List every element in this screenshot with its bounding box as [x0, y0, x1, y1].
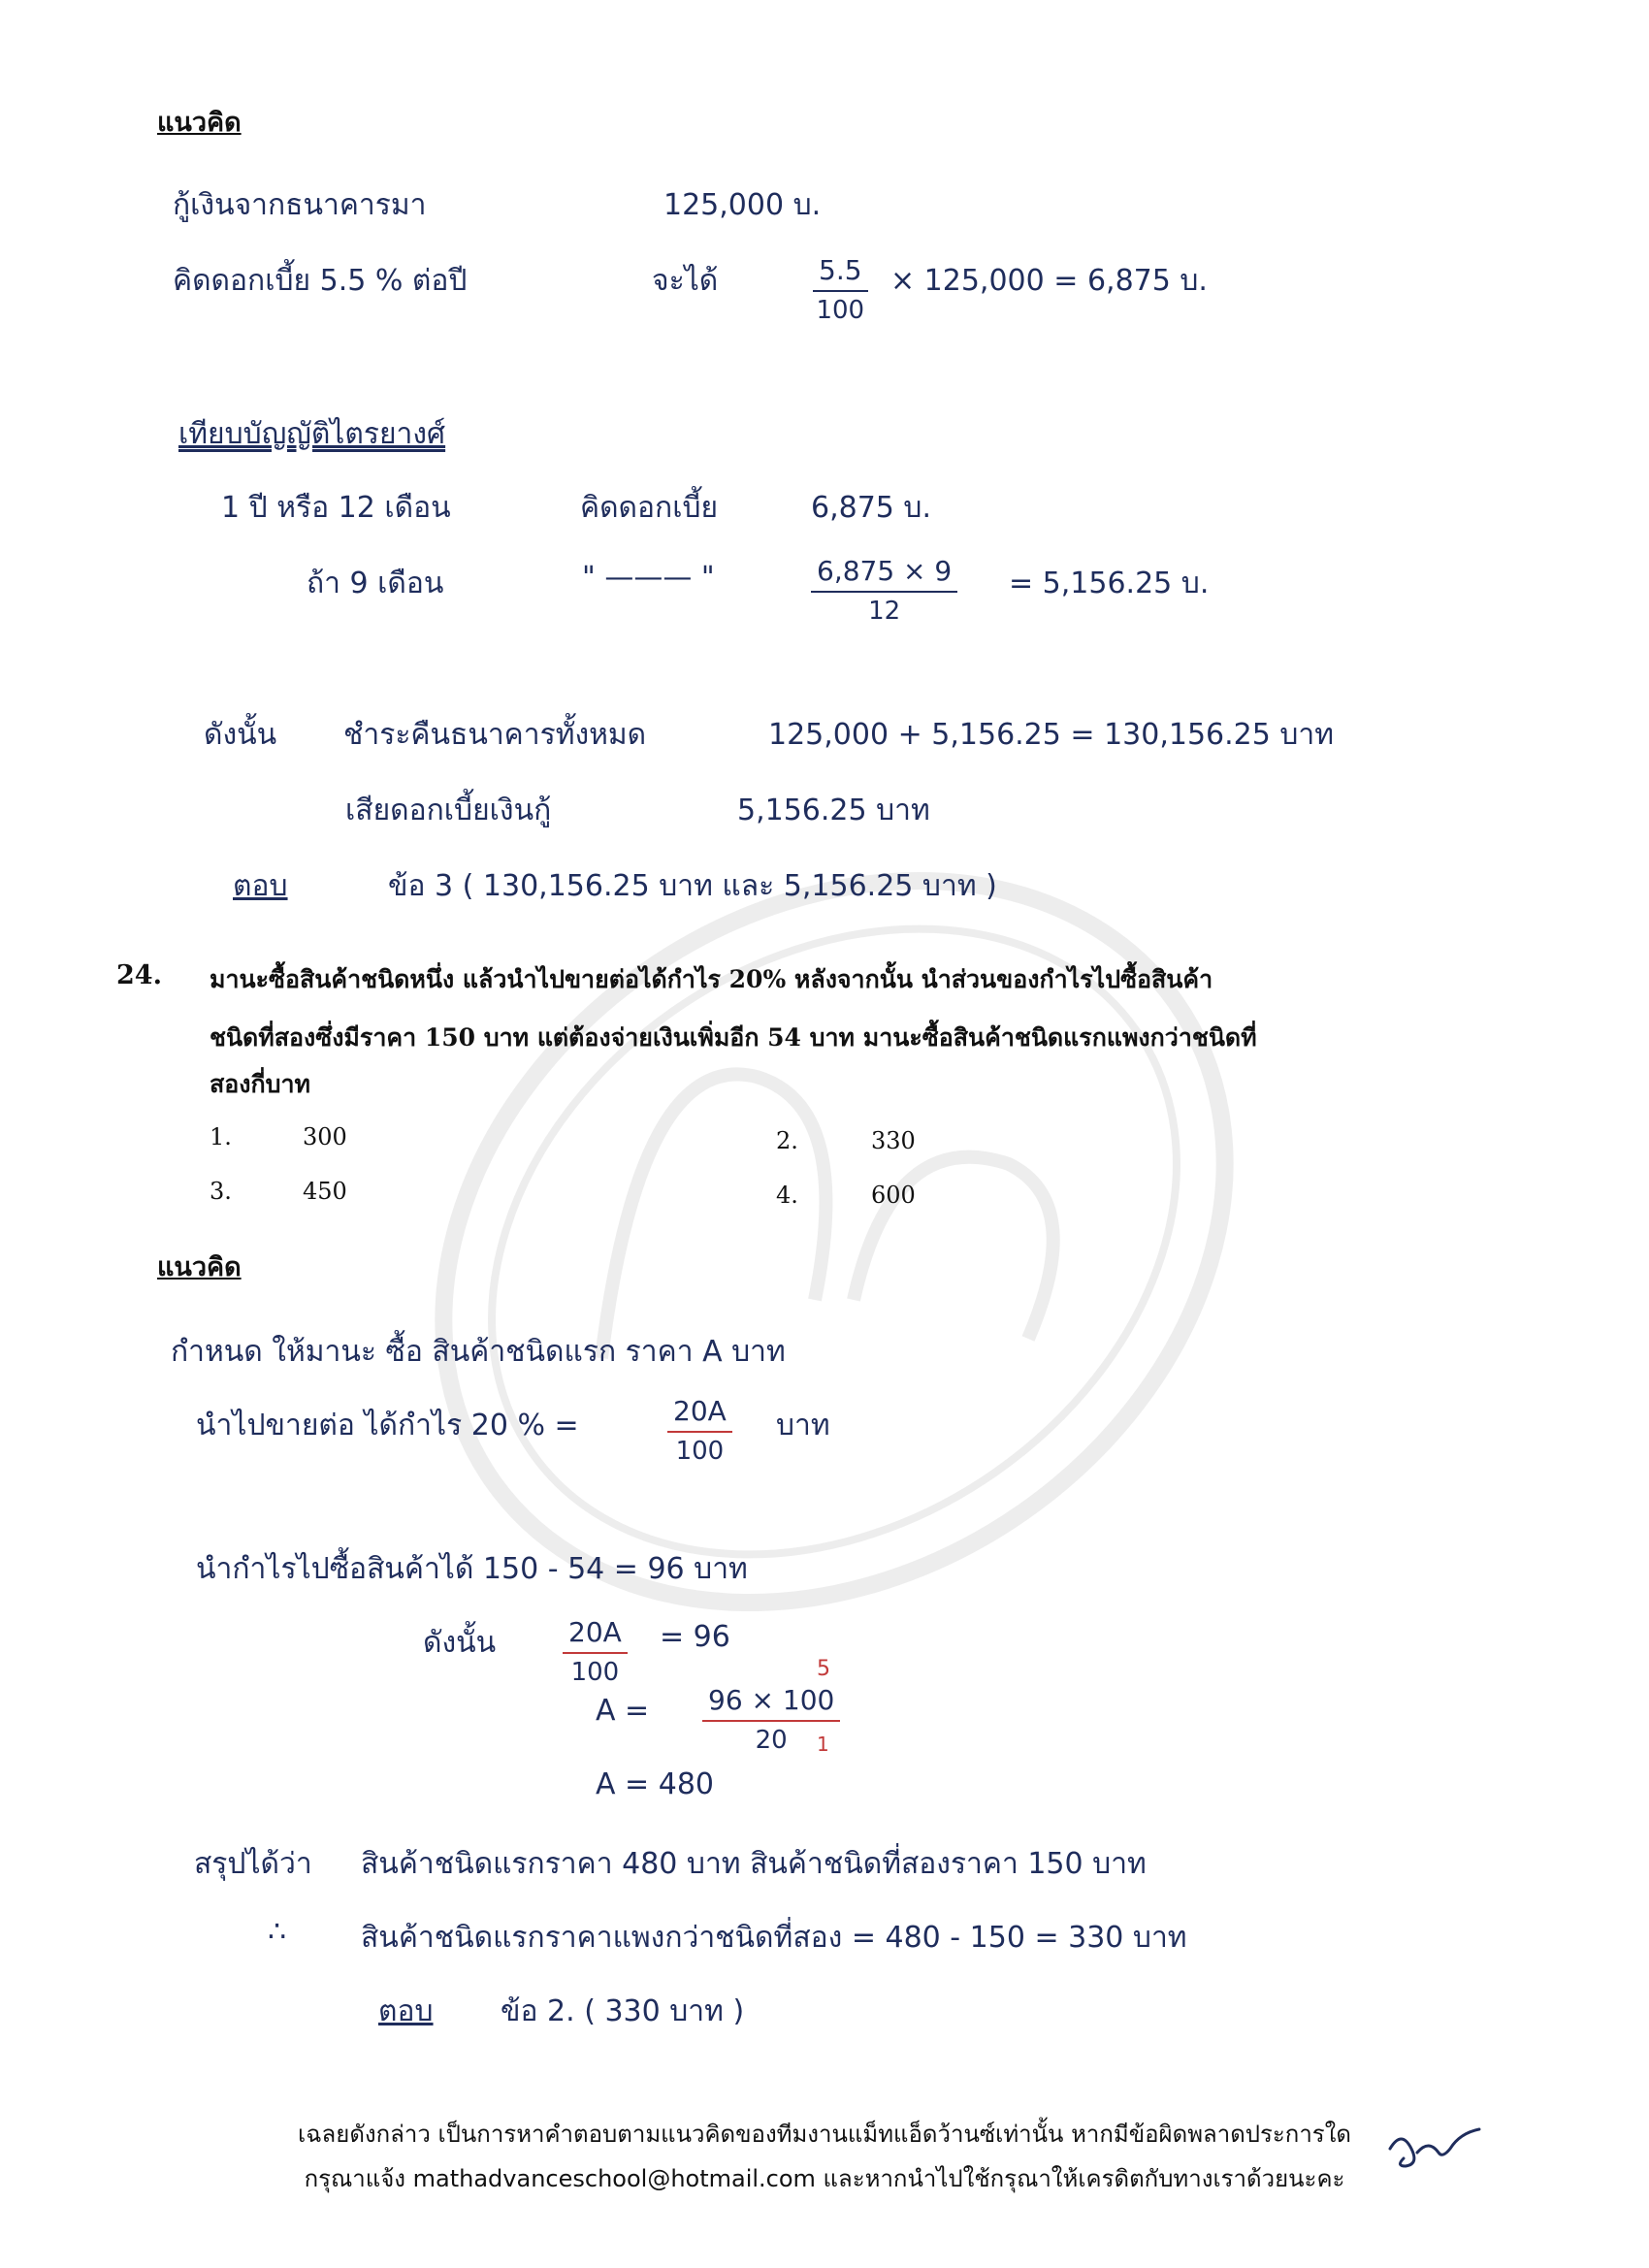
fraction-numerator: 5.5	[813, 254, 868, 292]
fraction-numerator: 20A	[563, 1616, 628, 1654]
define-line: กำหนด ให้มานะ ซื้อ สินค้าชนิดแรก ราคา A บาท	[171, 1335, 786, 1369]
choice-1-number: 1.	[210, 1123, 232, 1150]
fraction-denominator: 100	[816, 296, 865, 325]
loan-label: กู้เงินจากธนาคารมา	[173, 188, 427, 222]
answer-text: ข้อ 3 ( 130,156.25 บาท และ 5,156.25 บาท )	[388, 869, 997, 903]
footer-line-2: กรุณาแจ้ง mathadvanceschool@hotmail.com และหากนำไปใช้กรุณาให้เครดิตกับทางเราด้วยนะคะ	[304, 2165, 1345, 2192]
equation-1-fraction	[563, 1616, 628, 1687]
cancel-mark-top: 5	[817, 1657, 830, 1681]
signature	[1382, 2120, 1489, 2178]
total-repay-calc: 125,000 + 5,156.25 = 130,156.25 บาท	[768, 718, 1335, 752]
year-interest-value: 6,875 บ.	[811, 491, 931, 525]
choice-3-number: 3.	[210, 1178, 232, 1205]
sell-unit: บาท	[776, 1409, 830, 1442]
ditto-mark: " ——— "	[582, 561, 715, 595]
choice-2-number: 2.	[776, 1127, 798, 1154]
nine-month-label: ถ้า 9 เดือน	[307, 567, 444, 600]
buy-line: นำกำไรไปซื้อสินค้าได้ 150 - 54 = 96 บาท	[196, 1552, 748, 1586]
question-number: 24.	[116, 960, 162, 990]
fraction-denominator: 100	[675, 1437, 725, 1466]
question-line-3: สองกี่บาท	[210, 1070, 311, 1098]
fraction-numerator: 6,875 × 9	[811, 555, 957, 593]
nine-month-fraction	[811, 555, 957, 626]
question-line-2: ชนิดที่สองซึ่งมีราคา 150 บาท แต่ต้องจ่ายเงินเพิ่มอีก 54 บาท มานะซื้อสินค้าชนิดแรกแพงกว่าชนิดที่	[210, 1023, 1257, 1052]
nine-month-result: = 5,156.25 บ.	[1009, 567, 1210, 600]
summary-label: สรุปได้ว่า	[194, 1847, 312, 1881]
therefore-symbol: ∴	[268, 1915, 287, 1949]
choice-4-number: 4.	[776, 1182, 798, 1209]
fraction-denominator: 20	[755, 1726, 788, 1755]
equation-3: A = 480	[596, 1767, 714, 1801]
interest-paid-value: 5,156.25 บาท	[737, 794, 930, 827]
fraction-denominator: 12	[868, 597, 901, 626]
section1-heading: แนวคิด	[157, 108, 242, 138]
footer-line-1: เฉลยดังกล่าว เป็นการหาคำตอบตามแนวคิดของทีมงานแม็ทแอ็ดว้านซ์เท่านั้น หากมีข้อผิดพลาดประการใด	[298, 2121, 1351, 2148]
rule-of-three-heading: เทียบบัญญัติไตรยางศ์	[178, 417, 446, 451]
interest-rate-label: คิดดอกเบี้ย 5.5 % ต่อปี	[173, 264, 468, 298]
get-label: จะได้	[652, 264, 719, 298]
answer-label-2: ตอบ	[378, 1994, 434, 2028]
year-line: 1 ปี หรือ 12 เดือน	[221, 491, 451, 525]
year-interest-label: คิดดอกเบี้ย	[580, 491, 719, 525]
fraction-numerator: 20A	[667, 1395, 732, 1433]
therefore-label: ดังนั้น	[204, 718, 277, 752]
therefore-label-2: ดังนั้น	[423, 1626, 497, 1660]
sell-fraction	[667, 1395, 732, 1466]
equation-1-rhs: = 96	[660, 1620, 730, 1654]
answer-text-2: ข้อ 2. ( 330 บาท )	[501, 1994, 745, 2028]
total-repay-label: ชำระคืนธนาคารทั้งหมด	[343, 718, 647, 752]
answer-label: ตอบ	[233, 869, 288, 903]
equation-2-lhs: A =	[596, 1694, 650, 1728]
question-line-1: มานะซื้อสินค้าชนิดหนึ่ง แล้วนำไปขายต่อได้กำไร 20% หลังจากนั้น นำส่วนของกำไรไปซื้อสินค้า	[210, 965, 1213, 993]
interest-fraction	[813, 254, 868, 325]
summary-line: สินค้าชนิดแรกราคา 480 บาท สินค้าชนิดที่สองราคา 150 บาท	[361, 1847, 1147, 1881]
conclusion-line: สินค้าชนิดแรกราคาแพงกว่าชนิดที่สอง = 480 - 150 = 330 บาท	[361, 1921, 1187, 1955]
loan-value: 125,000 บ.	[663, 188, 822, 222]
cancel-mark-bottom: 1	[817, 1733, 829, 1756]
choice-2-value: 330	[871, 1127, 916, 1154]
interest-paid-label: เสียดอกเบี้ยเงินกู้	[345, 794, 552, 827]
section2-heading: แนวคิด	[157, 1252, 242, 1282]
fraction-denominator: 100	[570, 1658, 620, 1687]
interest-calc-tail: × 125,000 = 6,875 บ.	[890, 264, 1208, 298]
choice-4-value: 600	[871, 1182, 916, 1209]
sell-label: นำไปขายต่อ ได้กำไร 20 % =	[196, 1409, 579, 1442]
fraction-numerator: 96 × 100	[702, 1684, 840, 1722]
choice-1-value: 300	[303, 1123, 347, 1150]
choice-3-value: 450	[303, 1178, 347, 1205]
